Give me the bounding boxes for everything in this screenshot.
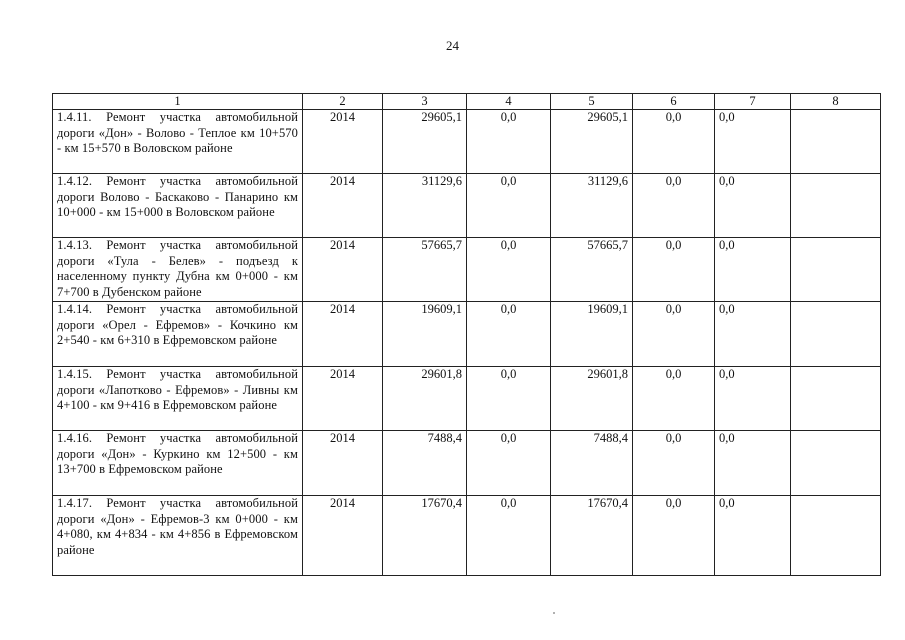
row-value-7: 0,0 <box>715 431 791 496</box>
row-value-4: 0,0 <box>467 431 551 496</box>
row-value-3: 19609,1 <box>383 302 467 367</box>
program-table <box>52 93 881 576</box>
row-value-6: 0,0 <box>633 431 715 496</box>
row-year: 2014 <box>303 110 383 174</box>
row-year: 2014 <box>303 174 383 238</box>
row-value-4: 0,0 <box>467 496 551 576</box>
row-year: 2014 <box>303 238 383 302</box>
row-description: 1.4.16. Ремонт участка автомобильной дороги «Дон» - Куркино км 12+500 - км 13+700 в Ефремовском районе <box>53 431 303 496</box>
row-description: 1.4.12. Ремонт участка автомобильной дороги Волово - Баскаково - Панарино км 10+000 - км 15+000 в Воловском районе <box>53 174 303 238</box>
row-value-5: 29601,8 <box>551 367 633 431</box>
row-description: 1.4.13. Ремонт участка автомобильной дороги «Тула - Белев» - подъезд к населенному пункту Дубна км 0+000 - км 7+700 в Дубенском районе <box>53 238 303 302</box>
row-value-3: 57665,7 <box>383 238 467 302</box>
row-value-7: 0,0 <box>715 367 791 431</box>
column-number-3: 3 <box>383 94 467 110</box>
row-year: 2014 <box>303 302 383 367</box>
row-value-8 <box>791 238 881 302</box>
column-number-8: 8 <box>791 94 881 110</box>
row-value-8 <box>791 431 881 496</box>
row-value-5: 57665,7 <box>551 238 633 302</box>
row-value-5: 7488,4 <box>551 431 633 496</box>
row-value-4: 0,0 <box>467 174 551 238</box>
row-value-7: 0,0 <box>715 238 791 302</box>
row-value-8 <box>791 496 881 576</box>
row-value-7: 0,0 <box>715 496 791 576</box>
row-value-4: 0,0 <box>467 110 551 174</box>
table-row <box>53 110 881 174</box>
row-value-6: 0,0 <box>633 496 715 576</box>
row-value-3: 7488,4 <box>383 431 467 496</box>
table-row <box>53 238 881 302</box>
row-description: 1.4.11. Ремонт участка автомобильной дороги «Дон» - Волово - Теплое км 10+570 - км 15+570 в Воловском районе <box>53 110 303 174</box>
column-number-row <box>53 94 881 110</box>
row-value-3: 29605,1 <box>383 110 467 174</box>
column-number-6: 6 <box>633 94 715 110</box>
row-value-6: 0,0 <box>633 302 715 367</box>
row-value-4: 0,0 <box>467 302 551 367</box>
row-value-3: 17670,4 <box>383 496 467 576</box>
row-value-5: 17670,4 <box>551 496 633 576</box>
row-value-5: 31129,6 <box>551 174 633 238</box>
row-value-8 <box>791 367 881 431</box>
row-description: 1.4.15. Ремонт участка автомобильной дороги «Лапотково - Ефремов» - Ливны км 4+100 - км 9+416 в Ефремовском районе <box>53 367 303 431</box>
row-value-3: 31129,6 <box>383 174 467 238</box>
column-number-2: 2 <box>303 94 383 110</box>
row-value-6: 0,0 <box>633 174 715 238</box>
row-value-8 <box>791 174 881 238</box>
table-row <box>53 174 881 238</box>
table-row <box>53 431 881 496</box>
row-value-3: 29601,8 <box>383 367 467 431</box>
row-value-5: 29605,1 <box>551 110 633 174</box>
table-row <box>53 496 881 576</box>
row-value-4: 0,0 <box>467 367 551 431</box>
table-row <box>53 302 881 367</box>
row-year: 2014 <box>303 431 383 496</box>
row-value-5: 19609,1 <box>551 302 633 367</box>
row-value-7: 0,0 <box>715 174 791 238</box>
row-value-7: 0,0 <box>715 302 791 367</box>
column-number-5: 5 <box>551 94 633 110</box>
row-value-8 <box>791 302 881 367</box>
row-description: 1.4.14. Ремонт участка автомобильной дороги «Орел - Ефремов» - Кочкино км 2+540 - км 6+310 в Ефремовском районе <box>53 302 303 367</box>
row-value-6: 0,0 <box>633 238 715 302</box>
table-row <box>53 367 881 431</box>
column-number-7: 7 <box>715 94 791 110</box>
row-value-7: 0,0 <box>715 110 791 174</box>
row-year: 2014 <box>303 367 383 431</box>
row-description: 1.4.17. Ремонт участка автомобильной дороги «Дон» - Ефремов-3 км 0+000 - км 4+080, км 4+834 - км 4+856 в Ефремовском районе <box>53 496 303 576</box>
row-value-4: 0,0 <box>467 238 551 302</box>
scan-speck <box>553 612 555 614</box>
page-number: 24 <box>446 38 459 53</box>
row-year: 2014 <box>303 496 383 576</box>
row-value-8 <box>791 110 881 174</box>
column-number-1: 1 <box>53 94 303 110</box>
row-value-6: 0,0 <box>633 367 715 431</box>
column-number-4: 4 <box>467 94 551 110</box>
row-value-6: 0,0 <box>633 110 715 174</box>
